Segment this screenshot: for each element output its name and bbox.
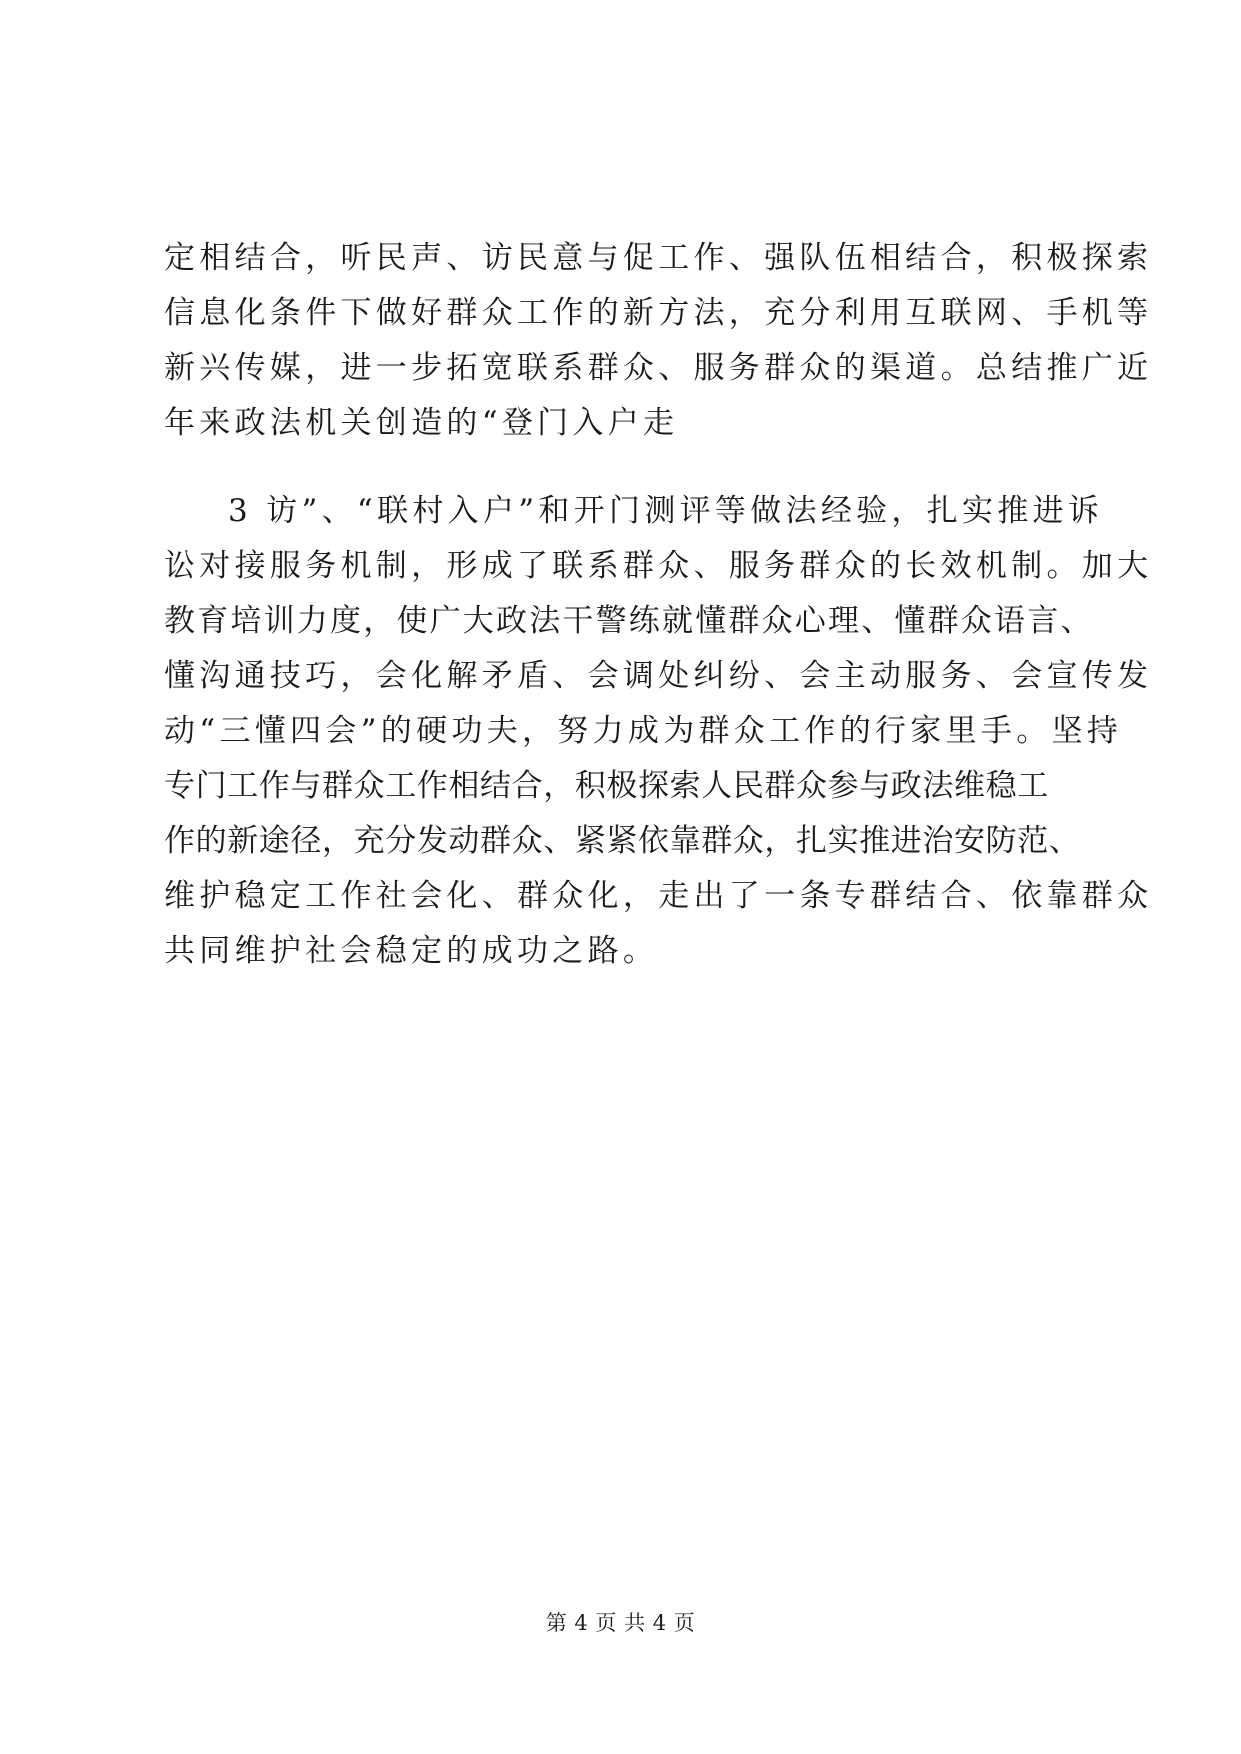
body-text-line: 懂沟通技巧，会化解矛盾、会调处纠纷、会主动服务、会宣传发 xyxy=(164,658,1153,694)
page-number-footer: 第 4 页 共 4 页 xyxy=(545,1611,696,1635)
body-text-line: 信息化条件下做好群众工作的新方法，充分利用互联网、手机等 xyxy=(164,295,1153,331)
body-text-line: 维护稳定工作社会化、群众化，走出了一条专群结合、依靠群众 xyxy=(164,878,1153,914)
body-text-line: 教育培训力度，使广大政法干警练就懂群众心理、懂群众语言、 xyxy=(164,603,1094,639)
body-text-line: 讼对接服务机制，形成了联系群众、服务群众的长效机制。加大 xyxy=(164,548,1153,584)
body-text-line: 动“三懂四会”的硬功夫，努力成为群众工作的行家里手。坚持 xyxy=(164,713,1123,749)
body-text-line: 共同维护社会稳定的成功之路。 xyxy=(164,933,659,969)
body-text-line: 年来政法机关创造的“登门入户走 xyxy=(164,405,679,441)
paragraph-first-line: 3 访”、“联村入户”和开门测评等做法经验，扎实推进诉 xyxy=(228,493,1104,529)
body-text-line: 专门工作与群众工作相结合，积极探索人民群众参与政法维稳工 xyxy=(164,768,1049,804)
body-text-line: 作的新途径，充分发动群众、紧紧依靠群众，扎实推进治安防范、 xyxy=(164,823,1081,859)
body-text-line: 定相结合，听民声、访民意与促工作、强队伍相结合，积极探索 xyxy=(164,240,1153,276)
body-text-line: 新兴传媒，进一步拓宽联系群众、服务群众的渠道。总结推广近 xyxy=(164,350,1153,386)
